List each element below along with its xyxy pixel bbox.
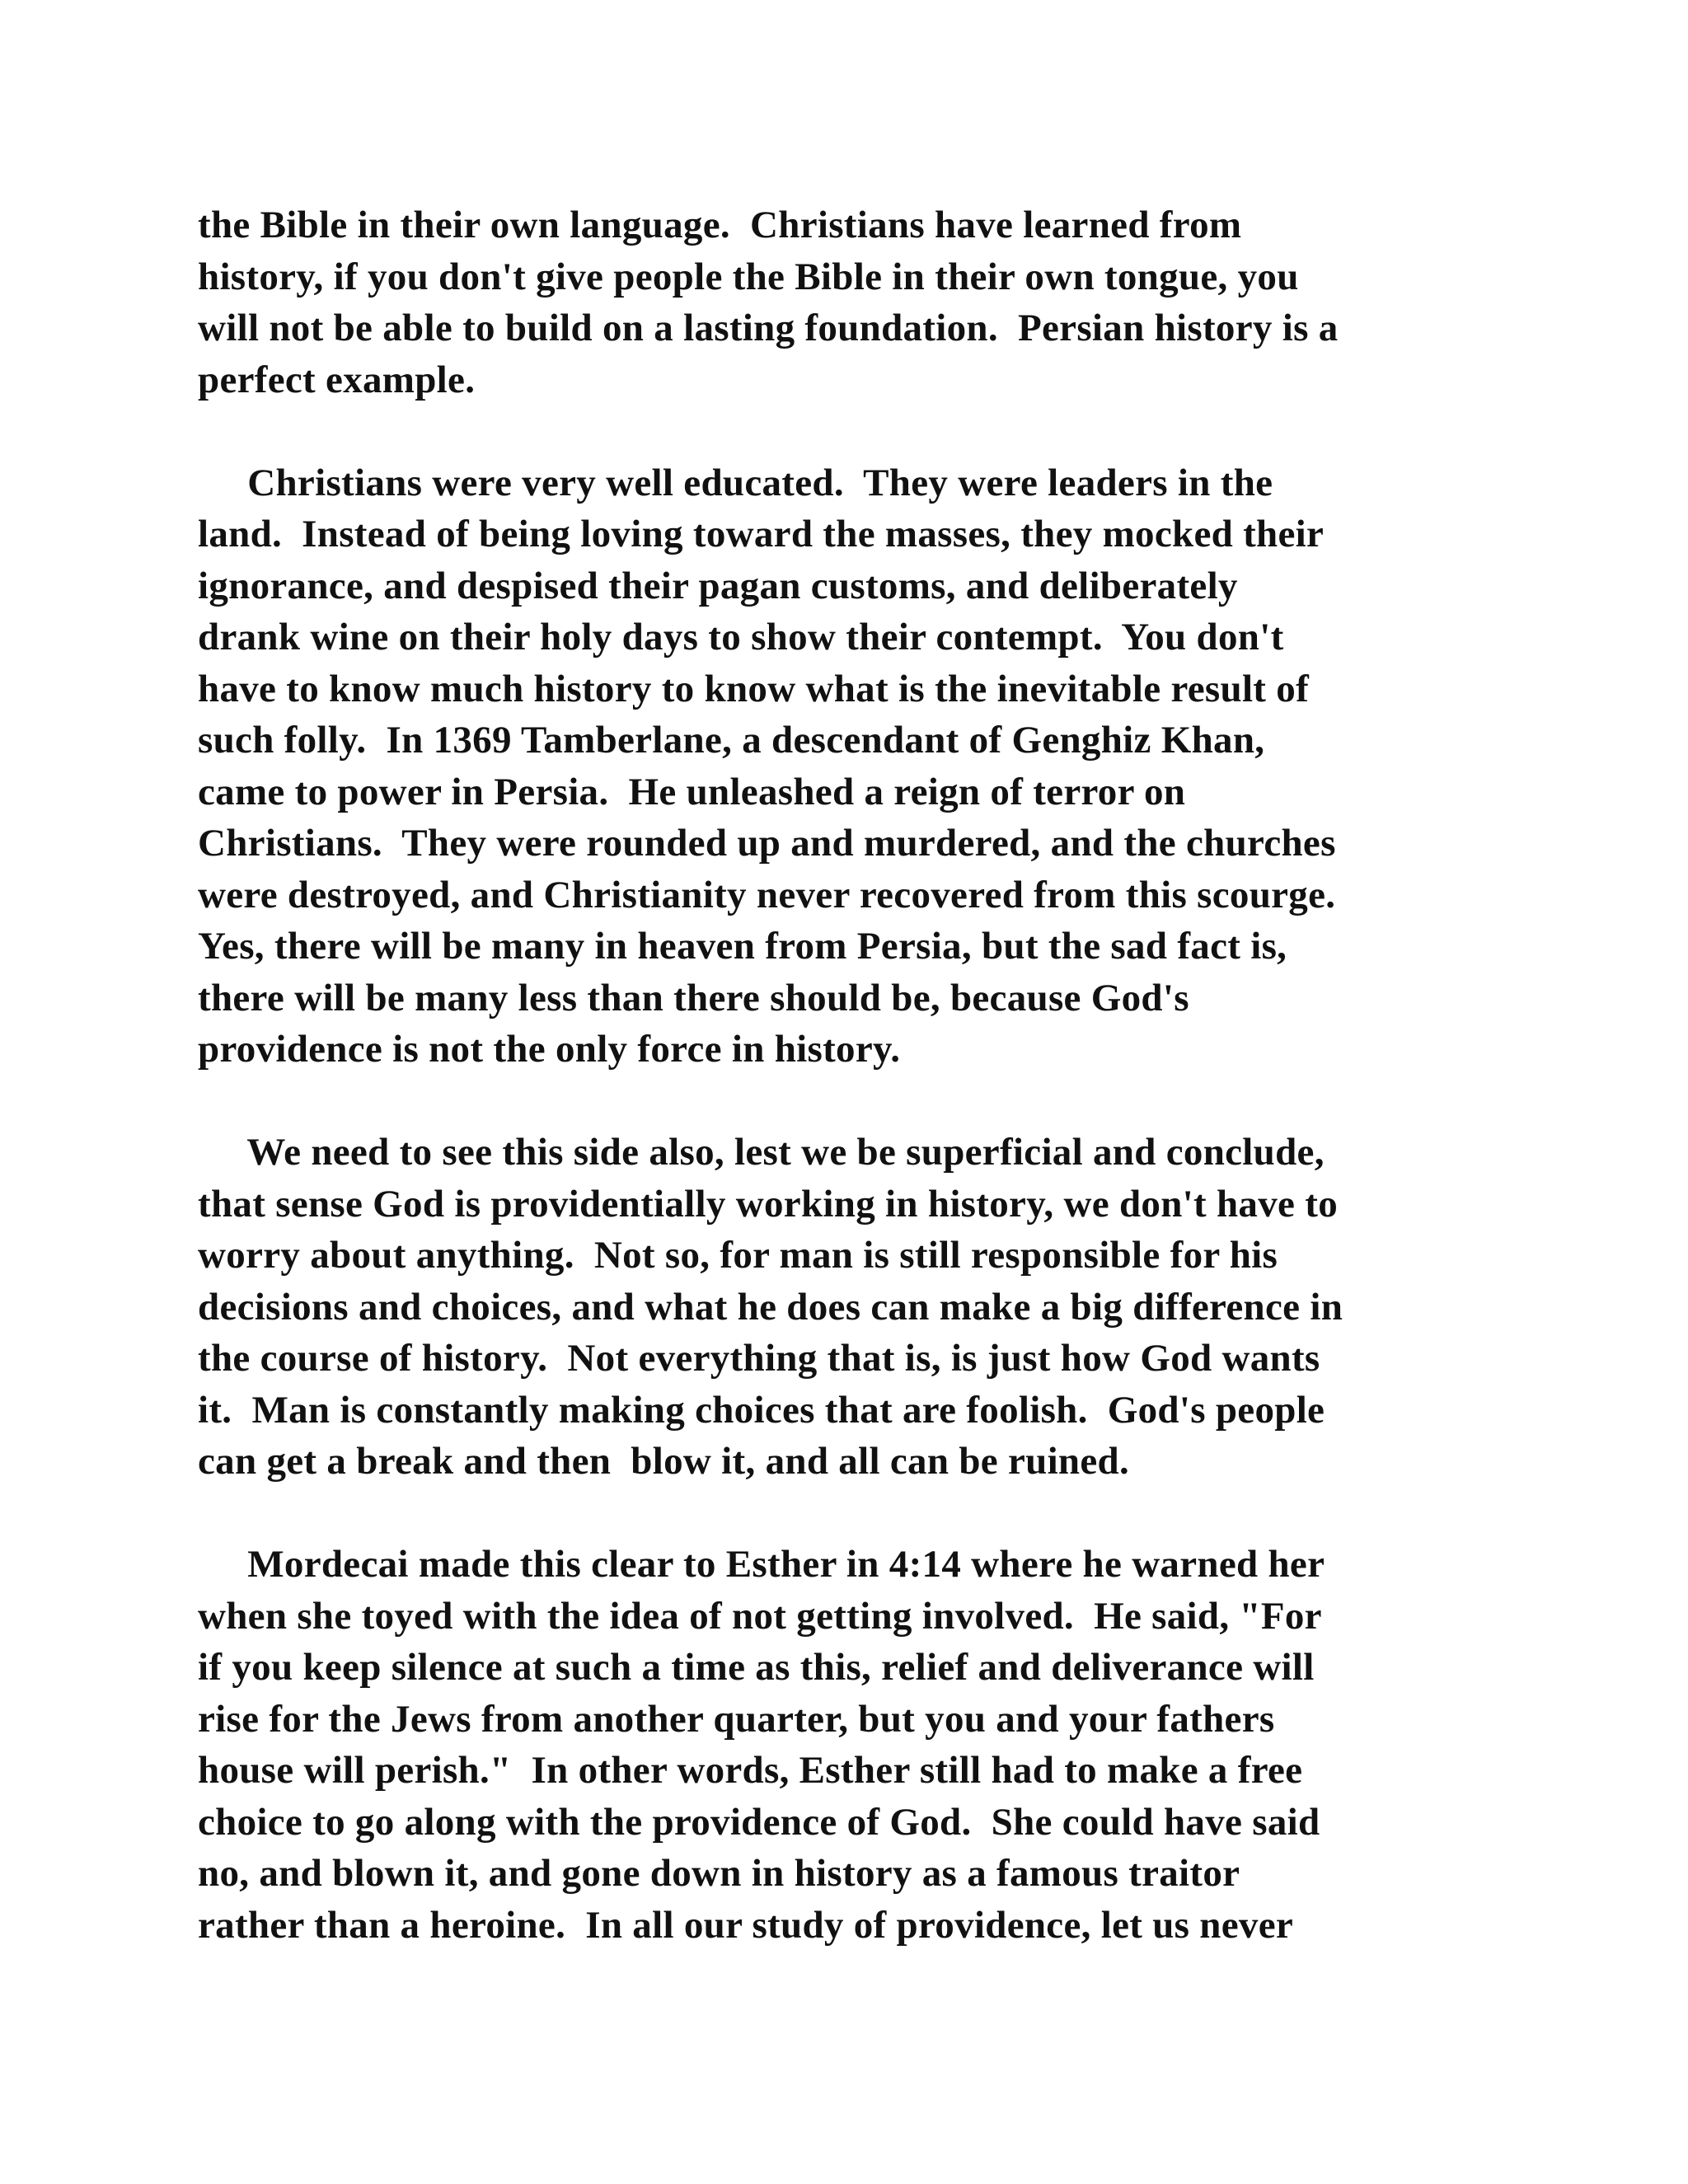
- text-line: choice to go along with the providence of God. She could have said: [198, 1800, 1320, 1844]
- text-line: the course of history. Not everything that is, is just how God wants: [198, 1337, 1320, 1380]
- text-line: will not be able to build on a lasting foundation. Persian history is a: [198, 307, 1339, 349]
- text-line: ignorance, and despised their pagan customs, and deliberately: [198, 564, 1238, 607]
- body-text: [198, 199, 1517, 2003]
- text-line: have to know much history to know what is the inevitable result of: [198, 667, 1310, 710]
- text-line: land. Instead of being loving toward the masses, they mocked their: [198, 513, 1325, 555]
- text-line: We need to see this side also, lest we be superficial and conclude,: [198, 1131, 1325, 1174]
- text-line: if you keep silence at such a time as this, relief and deliverance will: [198, 1646, 1315, 1689]
- text-line: Christians were very well educated. They were leaders in the: [198, 461, 1273, 504]
- text-line: that sense God is providentially working in history, we don't have to: [198, 1182, 1338, 1226]
- text-line: Christians. They were rounded up and murdered, and the churches: [198, 822, 1336, 865]
- text-line: such folly. In 1369 Tamberlane, a descendant of Genghiz Khan,: [198, 719, 1265, 762]
- text-line: worry about anything. Not so, for man is still responsible for his: [198, 1234, 1278, 1277]
- text-line: rather than a heroine. In all our study of providence, let us never: [198, 1903, 1294, 1947]
- paragraph-1: [198, 199, 1517, 405]
- text-line: were destroyed, and Christianity never recovered from this scourge.: [198, 873, 1336, 916]
- paragraph-2: [198, 457, 1517, 1076]
- paragraph-4: [198, 1539, 1517, 1951]
- paragraph-3: [198, 1127, 1517, 1488]
- text-line: history, if you don't give people the Bible in their own tongue, you: [198, 255, 1299, 298]
- text-line: no, and blown it, and gone down in history as a famous traitor: [198, 1852, 1240, 1895]
- text-line: when she toyed with the idea of not getting involved. He said, "For: [198, 1594, 1322, 1638]
- text-line: perfect example.: [198, 358, 476, 401]
- text-line: it. Man is constantly making choices that are foolish. God's people: [198, 1388, 1325, 1432]
- text-line: drank wine on their holy days to show their contempt. You don't: [198, 616, 1284, 658]
- text-line: house will perish." In other words, Esther still had to make a free: [198, 1749, 1303, 1792]
- text-line: came to power in Persia. He unleashed a reign of terror on: [198, 770, 1186, 813]
- text-line: decisions and choices, and what he does can make a big difference in: [198, 1285, 1343, 1329]
- text-line: Yes, there will be many in heaven from Persia, but the sad fact is,: [198, 925, 1287, 968]
- text-line: Mordecai made this clear to Esther in 4:14 where he warned her: [198, 1543, 1325, 1586]
- text-line: rise for the Jews from another quarter, but you and your fathers: [198, 1697, 1275, 1741]
- text-line: the Bible in their own language. Christians have learned from: [198, 204, 1242, 246]
- text-line: providence is not the only force in history.: [198, 1028, 901, 1071]
- text-line: can get a break and then blow it, and all can be ruined.: [198, 1440, 1130, 1483]
- text-line: there will be many less than there should be, because God's: [198, 976, 1189, 1019]
